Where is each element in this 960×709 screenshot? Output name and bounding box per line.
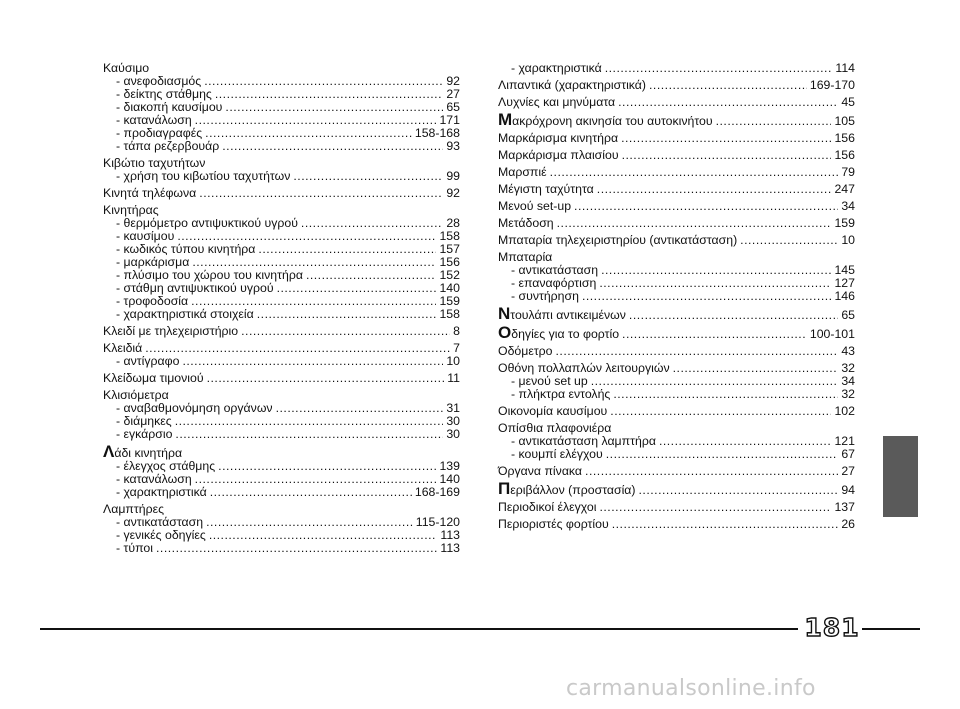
index-page-ref: 11 — [447, 371, 460, 385]
index-subentry — [498, 388, 855, 401]
index-entry-label: - αντικατάσταση — [511, 263, 599, 277]
index-leader-dots — [204, 75, 443, 88]
index-initial-letter: Λ — [103, 442, 115, 461]
index-entry-label: Οικονομία καυσίμου — [498, 404, 608, 418]
index-entry — [498, 323, 855, 342]
index-initial-letter: Ν — [498, 304, 511, 323]
index-leader-dots — [716, 115, 832, 128]
index-page-ref: 27 — [841, 464, 855, 478]
index-page-ref: 45 — [841, 95, 855, 109]
index-entry-text — [498, 79, 646, 92]
index-entry-label: δηγίες για το φορτίο — [511, 327, 620, 341]
index-entry — [498, 405, 855, 418]
index-entry-label: - θερμόμετρο αντιψυκτικού υγρού — [116, 216, 298, 230]
index-subentry — [498, 448, 855, 461]
index-leader-dots — [199, 187, 443, 200]
index-leader-dots — [673, 362, 839, 375]
index-entry — [498, 465, 855, 478]
index-leader-dots — [206, 516, 413, 529]
index-leader-dots — [622, 328, 807, 341]
index-entry-label: - αντικατάσταση λαμπτήρα — [511, 434, 656, 448]
index-initial-letter: Π — [498, 479, 511, 498]
index-page-ref: 34 — [841, 374, 855, 388]
index-entry-text — [498, 183, 594, 196]
index-heading-text: Κιβώτιο ταχυτήτων — [103, 156, 206, 170]
index-page-ref: 8 — [453, 324, 460, 338]
index-entry-text — [511, 448, 603, 461]
index-entry-text — [103, 372, 204, 385]
index-entry — [498, 345, 855, 358]
index-entry-label: τουλάπι αντικειμένων — [510, 308, 626, 322]
index-page-ref: 158 — [439, 229, 460, 243]
index-page-ref: 65 — [446, 100, 460, 114]
index-subentry — [103, 140, 460, 153]
index-entry-label: - μαρκάρισμα — [116, 255, 190, 269]
index-entry-text — [498, 518, 609, 531]
index-page-ref: 156 — [834, 148, 855, 162]
index-entry-label: - αντίγραφο — [116, 354, 180, 368]
index-subentry — [498, 290, 855, 303]
index-entry-label: - συντήρηση — [511, 289, 579, 303]
index-page-ref: 43 — [841, 344, 855, 358]
index-leader-dots — [740, 234, 838, 247]
index-page-ref: 28 — [446, 216, 460, 230]
index-entry-label: Κινητά τηλέφωνα — [103, 186, 197, 200]
index-page-ref: 168-169 — [414, 485, 460, 499]
index-leader-dots — [195, 114, 437, 127]
index-entry-text — [103, 187, 196, 200]
index-leader-dots — [605, 62, 833, 75]
index-page-ref: 158-168 — [414, 126, 460, 140]
index-heading-text: Οπίσθια πλαφονιέρα — [498, 421, 612, 435]
index-entry-label: ακρόχρονη ακινησία του αυτοκινήτου — [512, 114, 713, 128]
index-entry-label: Μαρσπιέ — [498, 165, 547, 179]
index-subentry — [498, 62, 855, 75]
index-entry — [498, 217, 855, 230]
index-entry-label: - διακοπή καυσίμου — [116, 100, 223, 114]
index-leader-dots — [175, 428, 443, 441]
index-heading-text: άδι κινητήρα — [114, 446, 183, 460]
index-entry-label: Λιπαντικά (χαρακτηριστικά) — [498, 78, 647, 92]
index-entry-label: - επαναφόρτιση — [511, 276, 597, 290]
index-entry-label: - γενικές οδηγίες — [116, 528, 206, 542]
index-entry-label: - χρήση του κιβωτίου ταχυτήτων — [116, 169, 291, 183]
index-entry — [498, 501, 855, 514]
index-page-ref: 156 — [834, 131, 855, 145]
index-entry-label: Κλείδωμα τιμονιού — [103, 371, 204, 385]
index-entry-label: - πλήκτρα εντολής — [511, 387, 611, 401]
index-entry-text — [116, 428, 172, 441]
index-page-ref: 113 — [440, 528, 460, 542]
index-entry — [498, 132, 855, 145]
index-page-ref: 34 — [841, 199, 855, 213]
index-page-ref: 10 — [446, 354, 460, 368]
index-leader-dots — [612, 518, 839, 531]
index-leader-dots — [556, 345, 839, 358]
index-entry — [498, 96, 855, 109]
index-entry-text — [498, 166, 547, 179]
index-entry-text — [498, 149, 619, 162]
index-page-ref: 127 — [834, 276, 855, 290]
index-page-ref: 146 — [834, 289, 855, 303]
index-entry-text — [511, 290, 579, 303]
index-entry-label: - ανεφοδιασμός — [116, 74, 202, 88]
index-initial-letter: Ο — [498, 323, 512, 342]
index-entry — [498, 149, 855, 162]
index-page-ref: 30 — [446, 427, 460, 441]
index-entry-label: Οθόνη πολλαπλών λειτουργιών — [498, 361, 670, 375]
index-entry-text — [498, 110, 713, 129]
index-page-ref: 140 — [439, 281, 460, 295]
index-leader-dots — [550, 166, 839, 179]
index-entry — [498, 518, 855, 531]
index-entry-label: - τύποι — [116, 541, 153, 555]
index-entry-label: - αναβαθμονόμηση οργάνων — [116, 401, 273, 415]
index-column-left — [103, 62, 460, 555]
index-subentry — [103, 542, 460, 555]
index-leader-dots — [597, 183, 832, 196]
index-leader-dots — [574, 200, 838, 213]
index-leader-dots — [306, 269, 437, 282]
index-leader-dots — [207, 372, 445, 385]
index-entry-label: - εγκάρσιο — [116, 427, 173, 441]
index-page-ref: 152 — [439, 268, 460, 282]
index-page-ref: 115-120 — [415, 515, 460, 529]
index-entry-text — [498, 323, 620, 342]
index-entry-text — [498, 501, 596, 514]
index-entry-text — [498, 304, 626, 323]
index-leader-dots — [156, 542, 437, 555]
index-leader-dots — [276, 402, 444, 415]
index-page-ref: 94 — [841, 483, 855, 497]
index-entry-label: - δείκτης στάθμης — [116, 87, 212, 101]
index-entry-label: - χαρακτηριστικά — [116, 485, 207, 499]
index-leader-dots — [205, 127, 412, 140]
index-entry-label: - κατανάλωση — [116, 113, 192, 127]
index-entry-label: Μενού set-up — [498, 199, 572, 213]
index-page-ref: 99 — [446, 169, 460, 183]
index-page-ref: 65 — [841, 308, 855, 322]
index-page-ref: 102 — [834, 404, 855, 418]
index-entry-label: - κωδικός τύπου κινητήρα — [116, 242, 256, 256]
index-leader-dots — [606, 448, 839, 461]
index-page-ref: 158 — [439, 307, 460, 321]
index-leader-dots — [599, 501, 831, 514]
watermark-text: carmanualsonline.info — [566, 676, 816, 701]
index-leader-dots — [258, 243, 436, 256]
index-leader-dots — [182, 355, 443, 368]
index-entry-label: - διάμηκες — [116, 414, 172, 428]
index-entry — [498, 166, 855, 179]
index-entry-label: Μαρκάρισμα κινητήρα — [498, 131, 619, 145]
index-entry-label: - χαρακτηριστικά — [511, 61, 602, 75]
index-leader-dots — [301, 217, 443, 230]
index-column-right — [498, 62, 855, 531]
index-entry-text — [498, 345, 553, 358]
index-entry-text — [498, 479, 636, 498]
index-page-ref: 159 — [834, 216, 855, 230]
index-leader-dots — [610, 405, 831, 418]
index-leader-dots — [225, 101, 443, 114]
index-heading-text: Λαμπτήρες — [103, 502, 164, 516]
section-tab-marker — [883, 436, 918, 517]
index-entry-text — [498, 132, 618, 145]
index-entry-label: Μαρκάρισμα πλαισίου — [498, 148, 619, 162]
index-leader-dots — [639, 484, 839, 497]
index-leader-dots — [222, 140, 443, 153]
index-leader-dots — [613, 388, 838, 401]
index-entry-text — [116, 170, 290, 183]
index-page-ref: 169-170 — [809, 78, 855, 92]
index-page-ref: 140 — [439, 472, 460, 486]
index-entry-label: Οδόμετρο — [498, 344, 553, 358]
index-leader-dots — [621, 132, 831, 145]
index-heading-text: Κλισιόμετρα — [103, 388, 169, 402]
index-subentry — [103, 428, 460, 441]
index-leader-dots — [582, 290, 832, 303]
index-leader-dots — [293, 170, 443, 183]
index-entry-text — [511, 62, 602, 75]
index-page-ref: 137 — [834, 500, 855, 514]
index-page-ref: 7 — [453, 341, 460, 355]
footer-rule-left — [40, 628, 798, 630]
page-number: 181 — [804, 613, 860, 642]
index-page-ref: 92 — [446, 74, 460, 88]
index-entry-text — [116, 308, 254, 321]
index-subentry — [103, 355, 460, 368]
index-entry-text — [498, 465, 582, 478]
index-entry-label: Κλειδί με τηλεχειριστήριο — [103, 324, 239, 338]
index-entry-text — [498, 200, 571, 213]
index-entry — [498, 110, 855, 129]
index-entry-label: - πλύσιμο του χώρου του κινητήρα — [116, 268, 303, 282]
index-leader-dots — [629, 309, 838, 322]
index-leader-dots — [557, 217, 832, 230]
index-entry-label: - κουμπί ελέγχου — [511, 447, 603, 461]
index-entry-text — [103, 325, 238, 338]
index-page-ref: 145 — [834, 263, 855, 277]
index-entry-label: Περιοδικοί έλεγχοι — [498, 500, 597, 514]
index-entry-text — [116, 486, 207, 499]
index-entry-label: Περιοριστές φορτίου — [498, 517, 609, 531]
index-page-ref: 105 — [834, 114, 855, 128]
index-leader-dots — [622, 149, 832, 162]
index-entry-text — [116, 140, 219, 153]
index-leader-dots — [659, 435, 832, 448]
index-page-ref: 100-101 — [809, 327, 855, 341]
index-leader-dots — [649, 79, 807, 92]
index-page-ref: 30 — [446, 414, 460, 428]
index-subentry — [103, 170, 460, 183]
index-leader-dots — [215, 88, 443, 101]
index-page-ref: 93 — [446, 139, 460, 153]
index-heading-text: Κινητήρας — [103, 203, 159, 217]
index-entry-label: - μενού set up — [511, 374, 588, 388]
index-page-ref: 113 — [440, 541, 460, 555]
index-leader-dots — [209, 529, 438, 542]
index-leader-dots — [241, 325, 450, 338]
index-entry — [103, 372, 460, 385]
index-page-ref: 31 — [446, 401, 460, 415]
index-entry — [103, 187, 460, 200]
index-subentry — [103, 308, 460, 321]
index-page-ref: 157 — [439, 242, 460, 256]
index-entry-label: - στάθμη αντιψυκτικού υγρού — [116, 281, 274, 295]
index-entry-text — [116, 542, 153, 555]
index-heading — [103, 442, 460, 461]
index-heading-text: Καύσιμο — [103, 61, 150, 75]
index-entry-label: - τάπα ρεζερβουάρ — [116, 139, 220, 153]
index-page-ref: 121 — [834, 434, 855, 448]
index-entry — [498, 79, 855, 92]
index-page-ref: 26 — [841, 517, 855, 531]
index-page-ref: 171 — [439, 113, 460, 127]
index-entry-label: - χαρακτηριστικά στοιχεία — [116, 307, 254, 321]
index-entry — [498, 183, 855, 196]
index-entry — [498, 304, 855, 323]
index-entry-text — [116, 355, 179, 368]
index-leader-dots — [618, 96, 838, 109]
footer-rule-right — [862, 628, 920, 630]
index-entry — [498, 479, 855, 498]
index-entry-label: - αντικατάσταση — [116, 515, 204, 529]
index-subentry — [103, 529, 460, 542]
index-page-ref: 10 — [841, 233, 855, 247]
index-leader-dots — [210, 486, 412, 499]
index-entry-label: Μετάδοση — [498, 216, 554, 230]
index-leader-dots — [195, 473, 437, 486]
index-entry-text — [498, 217, 554, 230]
index-page-ref: 67 — [841, 447, 855, 461]
index-entry-text — [498, 96, 615, 109]
index-leader-dots — [145, 342, 450, 355]
index-page-ref: 139 — [439, 459, 460, 473]
index-page-ref: 156 — [439, 255, 460, 269]
index-entry-label: Κλειδιά — [103, 341, 143, 355]
index-leader-dots — [257, 308, 437, 321]
index-entry — [498, 234, 855, 247]
index-leader-dots — [175, 415, 444, 428]
index-entry-label: - καυσίμου — [116, 229, 175, 243]
index-leader-dots — [277, 282, 437, 295]
index-entry-label: Μπαταρία τηλεχειριστηρίου (αντικατάσταση) — [498, 233, 738, 247]
index-page-ref: 159 — [439, 294, 460, 308]
index-initial-letter: Μ — [498, 110, 513, 129]
index-entry-label: - κατανάλωση — [116, 472, 192, 486]
index-entry-label: Όργανα πίνακα — [498, 464, 583, 478]
index-entry-label: Μέγιστη ταχύτητα — [498, 182, 594, 196]
index-page-ref: 32 — [841, 387, 855, 401]
index-leader-dots — [601, 264, 831, 277]
index-entry-text — [511, 388, 610, 401]
index-page-ref: 247 — [834, 182, 855, 196]
index-entry-text — [498, 405, 607, 418]
index-page-ref: 32 — [841, 361, 855, 375]
index-entry-label: - προδιαγραφές — [116, 126, 203, 140]
index-entry-label: Λυχνίες και μηνύματα — [498, 95, 616, 109]
index-page-ref: 79 — [841, 165, 855, 179]
index-entry-label: - έλεγχος στάθμης — [116, 459, 216, 473]
index-entry-label: - τροφοδοσία — [116, 294, 189, 308]
index-page-ref: 92 — [446, 186, 460, 200]
index-entry — [498, 200, 855, 213]
index-leader-dots — [585, 465, 838, 478]
index-page-ref: 114 — [835, 61, 855, 75]
index-leader-dots — [599, 277, 831, 290]
index-leader-dots — [218, 460, 436, 473]
index-entry-text — [498, 234, 737, 247]
index-entry-label: εριβάλλον (προστασία) — [510, 483, 636, 497]
index-page-ref: 27 — [446, 87, 460, 101]
index-heading-text: Μπαταρία — [498, 250, 553, 264]
index-entry — [103, 325, 460, 338]
index-leader-dots — [591, 375, 839, 388]
index-subentry — [103, 486, 460, 499]
